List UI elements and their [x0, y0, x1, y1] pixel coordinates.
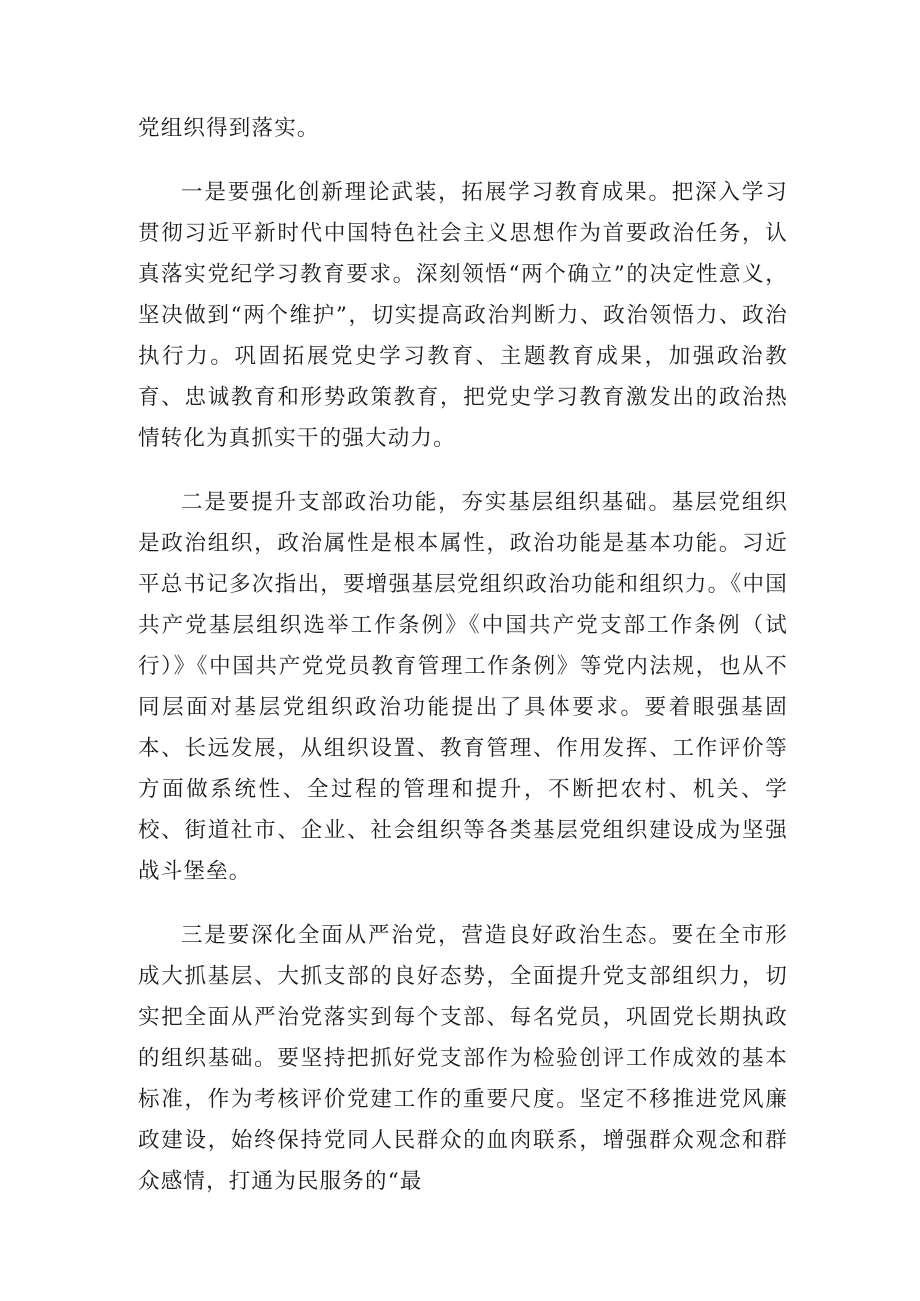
paragraph-theory-study: 一是要强化创新理论武装，拓展学习教育成果。把深入学习贯彻习近平新时代中国特色社会主义思想作为首要政治任务，认真落实党纪学习教育要求。深刻领悟“两个确立”的决定性意义，坚决做到“两个维护”，切实提高政治判断力、政治领悟力、政治执行力。巩固拓展党史学习教育、主题教育成果，加强政治教育、忠诚教育和形势政策教育，把党史学习教育激发出的政治热情转化为真抓实干的强大动力。: [138, 180, 788, 451]
paragraph-branch-function: 二是要提升支部政治功能，夯实基层组织基础。基层党组织是政治组织，政治属性是根本属性，政治功能是基本功能。习近平总书记多次指出，要增强基层党组织政治功能和组织力。《中国共产党基层组织选举工作条例》《中国共产党支部工作条例（试行）》《中国共产党党员教育管理工作条例》等党内法规，也从不同层面对基层党组织政治功能提出了具体要求。要着眼强基固本、长远发展，从组织设置、教育管理、作用发挥、工作评价等方面做系统性、全过程的管理和提升，不断把农村、机关、学校、街道社市、企业、社会组织等各类基层党组织建设成为坚强战斗堡垒。: [138, 490, 788, 884]
paragraph-continuation: 党组织得到落实。: [138, 116, 320, 141]
document-body: [138, 108, 788, 1225]
paragraph-party-discipline: 三是要深化全面从严治党，营造良好政治生态。要在全市形成大抓基层、大抓支部的良好态势，全面提升党支部组织力，切实把全面从严治党落实到每个支部、每名党员，巩固党长期执政的组织基础。要坚持把抓好党支部作为检验创评工作成效的基本标准，作为考核评价党建工作的重要尺度。坚定不移推进党风廉政建设，始终保持党同人民群众的血肉联系，增强群众观念和群众感情，打通为民服务的“最: [138, 923, 788, 1194]
